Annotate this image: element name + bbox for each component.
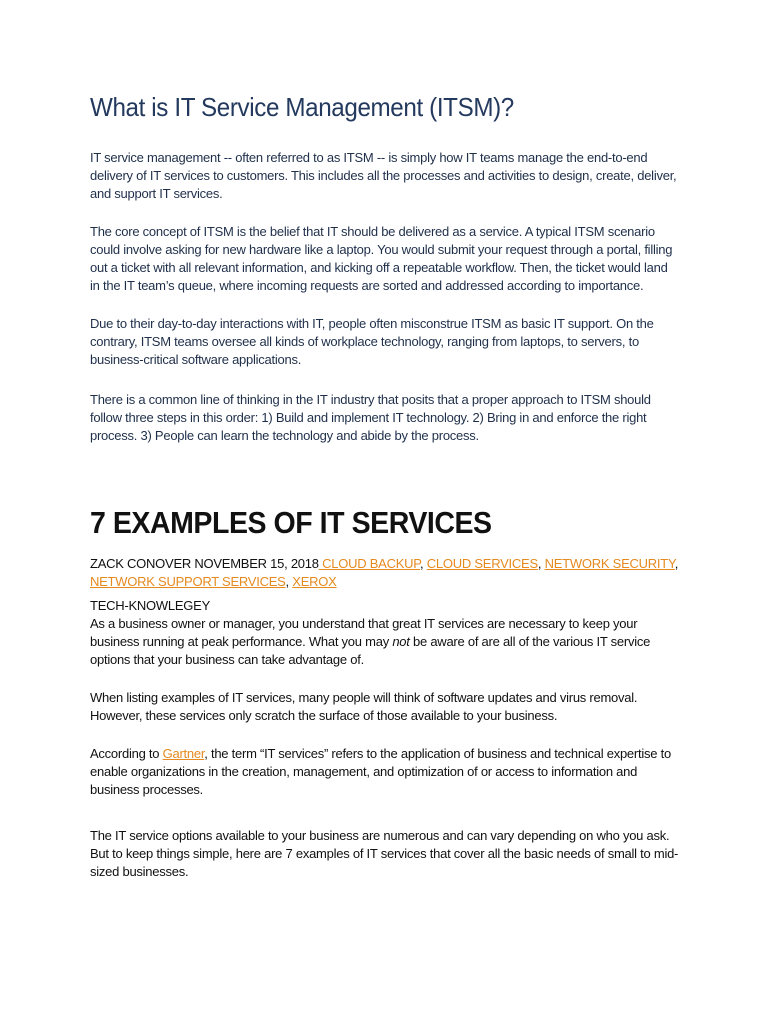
tag-link-network-support-services[interactable]: NETWORK SUPPORT SERVICES <box>90 574 286 589</box>
itsm-paragraph-1: IT service management -- often referred to as ITSM -- is simply how IT teams manage the end-to-end delivery of IT services to customers. This includes all the processes and activities to design, create, deliver, and support IT services. <box>90 150 677 201</box>
gartner-link[interactable]: Gartner <box>162 746 205 761</box>
tag-link-xerox[interactable]: XEROX <box>292 574 337 589</box>
intro-paragraph <box>90 615 680 669</box>
itsm-paragraph-4: There is a common line of thinking in the IT industry that posits that a proper approach to ITSM should follow three steps in this order: 1) Build and implement IT technology. 2) Bring in and enforce the right process. 3) People can learn the technology and abide by the process. <box>90 392 651 443</box>
tag-separator: , <box>674 556 679 571</box>
tag-link-cloud-backup[interactable]: CLOUD BACKUP <box>318 556 421 571</box>
author-date: ZACK CONOVER NOVEMBER 15, 2018 <box>90 556 319 571</box>
tag-link-network-security[interactable]: NETWORK SECURITY <box>544 556 675 571</box>
article-byline <box>90 555 680 591</box>
listing-paragraph: When listing examples of IT services, many people will think of software updates and virus removal. However, these services only scratch the surface of those available to your business. <box>90 690 638 723</box>
itsm-heading: What is IT Service Management (ITSM)? <box>90 92 514 122</box>
gartner-after: , the term “IT services” refers to the application of business and technical expertise to enable organizations in the creation, management, and optimization of or access to information and business processes. <box>90 746 671 797</box>
itsm-paragraph-3: Due to their day-to-day interactions with IT, people often misconstrue ITSM as basic IT support. On the contrary, ITSM teams oversee all kinds of workplace technology, ranging from laptops, to servers, to business-critical software applications. <box>90 316 654 367</box>
tag-separator: , <box>285 574 293 589</box>
gartner-before: According to <box>90 746 163 761</box>
examples-heading: 7 EXAMPLES OF IT SERVICES <box>90 505 492 540</box>
tag-separator: , <box>420 556 427 571</box>
tag-separator: , <box>537 556 545 571</box>
final-paragraph: The IT service options available to your business are numerous and can vary depending on who you ask. But to keep things simple, here are 7 examples of IT services that cover all the basic needs of small to mid-sized businesses. <box>90 828 679 879</box>
itsm-paragraph-2: The core concept of ITSM is the belief that IT should be delivered as a service. A typical ITSM scenario could involve asking for new hardware like a laptop. You would submit your request through a portal, filling out a ticket with all relevant information, and kicking off a repeatable workflow. Then, the ticket would land in the IT team’s queue, where incoming requests are sorted and addressed according to importance. <box>90 224 673 293</box>
site-tag: TECH-KNOWLEGEY <box>90 598 211 613</box>
intro-text-1: As a business owner or manager, you understand that great IT services are necessary to keep your business running at peak performance. What you may <box>90 616 638 649</box>
gartner-paragraph <box>90 745 680 799</box>
intro-emphasis: not <box>392 634 410 649</box>
intro-text-2: be aware of are all of the various IT service options that your business can take advantage of. <box>90 634 651 667</box>
tag-link-cloud-services[interactable]: CLOUD SERVICES <box>426 556 538 571</box>
